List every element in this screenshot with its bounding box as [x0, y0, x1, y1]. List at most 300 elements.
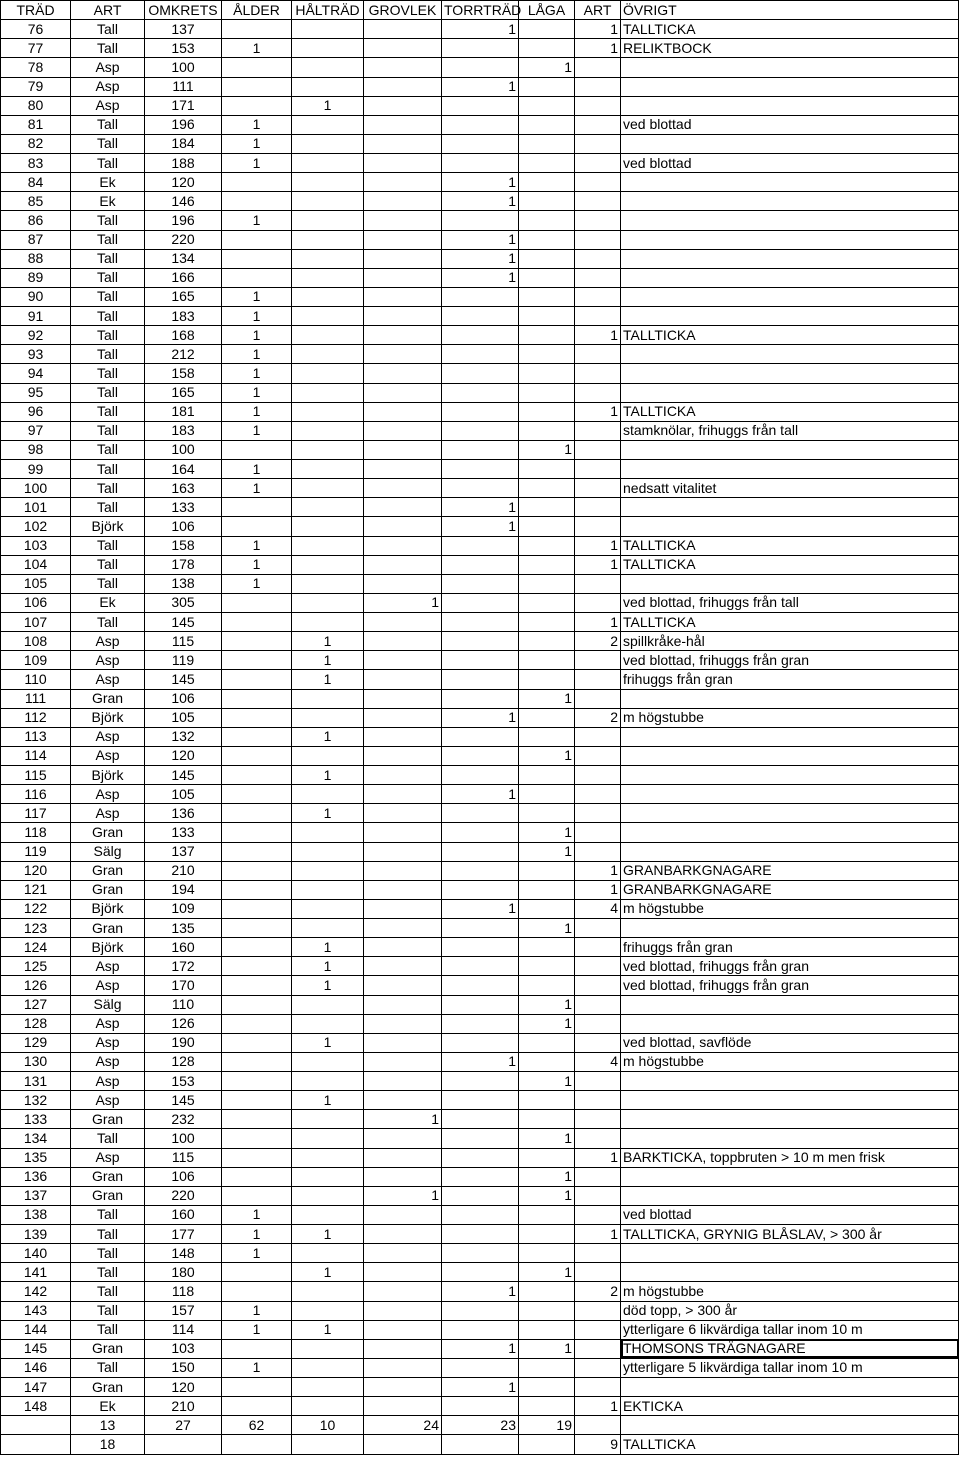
cell-species-count[interactable]: 1 [575, 536, 621, 555]
cell-circumference[interactable]: 120 [145, 1378, 222, 1397]
cell-species[interactable]: Asp [71, 727, 145, 746]
cell-trad-number[interactable]: 121 [1, 880, 71, 899]
cell-notes[interactable] [621, 1110, 959, 1129]
cell-log[interactable] [519, 307, 575, 326]
cell-notes[interactable]: ytterligare 6 likvärdiga tallar inom 10 m [621, 1320, 959, 1339]
cell-log[interactable] [519, 402, 575, 421]
cell-hollow[interactable]: 1 [292, 1091, 364, 1110]
cell-trad-number[interactable]: 130 [1, 1052, 71, 1071]
cell-trad-number[interactable]: 129 [1, 1033, 71, 1052]
cell-hollow[interactable] [292, 1282, 364, 1301]
cell-circumference[interactable]: 109 [145, 899, 222, 918]
cell-species[interactable]: Asp [71, 58, 145, 77]
cell-log[interactable]: 1 [519, 1186, 575, 1205]
cell-species-count[interactable] [575, 115, 621, 134]
cell-dead-tree[interactable]: 23 [442, 1416, 519, 1435]
cell-age[interactable] [222, 58, 292, 77]
cell-species[interactable]: 13 [71, 1416, 145, 1435]
cell-trad-number[interactable]: 137 [1, 1186, 71, 1205]
cell-hollow[interactable] [292, 1378, 364, 1397]
cell-species[interactable]: Tall [71, 211, 145, 230]
cell-notes[interactable]: TALLTICKA [621, 555, 959, 574]
cell-size[interactable] [364, 307, 442, 326]
cell-size[interactable] [364, 1091, 442, 1110]
cell-hollow[interactable] [292, 1072, 364, 1091]
cell-hollow[interactable]: 1 [292, 727, 364, 746]
cell-species-count[interactable] [575, 58, 621, 77]
cell-log[interactable] [519, 1225, 575, 1244]
cell-dead-tree[interactable] [442, 1244, 519, 1263]
cell-log[interactable] [519, 268, 575, 287]
cell-age[interactable]: 1 [222, 115, 292, 134]
cell-circumference[interactable]: 181 [145, 402, 222, 421]
cell-log[interactable] [519, 861, 575, 880]
cell-dead-tree[interactable]: 1 [442, 192, 519, 211]
cell-circumference[interactable]: 114 [145, 1320, 222, 1339]
cell-age[interactable] [222, 593, 292, 612]
cell-trad-number[interactable]: 146 [1, 1358, 71, 1377]
cell-log[interactable] [519, 192, 575, 211]
cell-log[interactable] [519, 708, 575, 727]
cell-circumference[interactable]: 137 [145, 842, 222, 861]
cell-trad-number[interactable]: 107 [1, 613, 71, 632]
cell-age[interactable] [222, 766, 292, 785]
cell-species-count[interactable] [575, 593, 621, 612]
cell-hollow[interactable] [292, 746, 364, 765]
cell-age[interactable]: 1 [222, 460, 292, 479]
cell-size[interactable] [364, 613, 442, 632]
cell-log[interactable] [519, 574, 575, 593]
cell-notes[interactable] [621, 307, 959, 326]
cell-species-count[interactable] [575, 307, 621, 326]
cell-hollow[interactable] [292, 536, 364, 555]
cell-species-count[interactable] [575, 230, 621, 249]
cell-dead-tree[interactable]: 1 [442, 173, 519, 192]
cell-trad-number[interactable]: 125 [1, 957, 71, 976]
cell-size[interactable] [364, 58, 442, 77]
cell-age[interactable] [222, 1263, 292, 1282]
cell-trad-number[interactable] [1, 1435, 71, 1454]
cell-size[interactable] [364, 536, 442, 555]
cell-age[interactable]: 1 [222, 402, 292, 421]
cell-notes[interactable]: m högstubbe [621, 1052, 959, 1071]
cell-age[interactable] [222, 727, 292, 746]
cell-hollow[interactable] [292, 307, 364, 326]
cell-dead-tree[interactable] [442, 287, 519, 306]
cell-trad-number[interactable]: 114 [1, 746, 71, 765]
cell-hollow[interactable]: 1 [292, 96, 364, 115]
cell-trad-number[interactable]: 104 [1, 555, 71, 574]
cell-notes[interactable] [621, 746, 959, 765]
cell-log[interactable] [519, 20, 575, 39]
cell-notes[interactable] [621, 96, 959, 115]
cell-dead-tree[interactable] [442, 154, 519, 173]
cell-log[interactable]: 1 [519, 919, 575, 938]
cell-species[interactable]: Tall [71, 115, 145, 134]
cell-log[interactable] [519, 536, 575, 555]
cell-trad-number[interactable]: 127 [1, 995, 71, 1014]
cell-age[interactable] [222, 1148, 292, 1167]
cell-size[interactable] [364, 364, 442, 383]
cell-dead-tree[interactable]: 1 [442, 268, 519, 287]
cell-hollow[interactable] [292, 1301, 364, 1320]
cell-species-count[interactable] [575, 1167, 621, 1186]
cell-dead-tree[interactable] [442, 1186, 519, 1205]
cell-species[interactable]: Tall [71, 268, 145, 287]
cell-hollow[interactable] [292, 383, 364, 402]
cell-age[interactable] [222, 746, 292, 765]
cell-hollow[interactable] [292, 326, 364, 345]
cell-dead-tree[interactable] [442, 880, 519, 899]
cell-circumference[interactable]: 168 [145, 326, 222, 345]
cell-trad-number[interactable]: 117 [1, 804, 71, 823]
cell-size[interactable] [364, 1052, 442, 1071]
cell-age[interactable] [222, 1052, 292, 1071]
cell-species-count[interactable] [575, 1091, 621, 1110]
cell-species[interactable]: Björk [71, 517, 145, 536]
cell-notes[interactable]: GRANBARKGNAGARE [621, 880, 959, 899]
cell-age[interactable]: 1 [222, 39, 292, 58]
cell-circumference[interactable]: 210 [145, 1397, 222, 1416]
cell-hollow[interactable] [292, 460, 364, 479]
cell-notes[interactable] [621, 249, 959, 268]
cell-circumference[interactable]: 157 [145, 1301, 222, 1320]
cell-circumference[interactable]: 145 [145, 613, 222, 632]
cell-size[interactable] [364, 1148, 442, 1167]
cell-species-count[interactable] [575, 804, 621, 823]
cell-dead-tree[interactable] [442, 364, 519, 383]
cell-species[interactable]: Asp [71, 1148, 145, 1167]
cell-circumference[interactable]: 115 [145, 632, 222, 651]
cell-species-count[interactable]: 4 [575, 1052, 621, 1071]
cell-circumference[interactable]: 166 [145, 268, 222, 287]
cell-circumference[interactable]: 220 [145, 1186, 222, 1205]
cell-notes[interactable] [621, 1072, 959, 1091]
cell-hollow[interactable]: 1 [292, 976, 364, 995]
cell-hollow[interactable]: 1 [292, 632, 364, 651]
cell-trad-number[interactable]: 82 [1, 134, 71, 153]
cell-size[interactable] [364, 20, 442, 39]
cell-species[interactable]: Gran [71, 689, 145, 708]
cell-age[interactable] [222, 1091, 292, 1110]
cell-notes[interactable]: ved blottad, frihuggs från gran [621, 651, 959, 670]
cell-species[interactable]: Gran [71, 919, 145, 938]
cell-dead-tree[interactable] [442, 593, 519, 612]
cell-log[interactable] [519, 39, 575, 58]
cell-circumference[interactable]: 115 [145, 1148, 222, 1167]
cell-size[interactable] [364, 479, 442, 498]
cell-circumference[interactable]: 163 [145, 479, 222, 498]
cell-circumference[interactable]: 184 [145, 134, 222, 153]
cell-size[interactable] [364, 1301, 442, 1320]
cell-notes[interactable] [621, 1416, 959, 1435]
cell-circumference[interactable]: 165 [145, 383, 222, 402]
cell-log[interactable] [519, 785, 575, 804]
cell-species-count[interactable] [575, 268, 621, 287]
cell-notes[interactable] [621, 1091, 959, 1110]
cell-notes[interactable]: stamknölar, frihuggs från tall [621, 421, 959, 440]
cell-circumference[interactable]: 160 [145, 938, 222, 957]
cell-log[interactable]: 1 [519, 1129, 575, 1148]
cell-size[interactable] [364, 39, 442, 58]
cell-hollow[interactable] [292, 402, 364, 421]
cell-size[interactable] [364, 1320, 442, 1339]
cell-notes[interactable] [621, 1186, 959, 1205]
cell-log[interactable] [519, 77, 575, 96]
cell-circumference[interactable]: 137 [145, 20, 222, 39]
cell-circumference[interactable]: 106 [145, 1167, 222, 1186]
cell-hollow[interactable] [292, 211, 364, 230]
cell-age[interactable] [222, 1014, 292, 1033]
cell-age[interactable] [222, 995, 292, 1014]
cell-dead-tree[interactable]: 1 [442, 1052, 519, 1071]
cell-log[interactable] [519, 498, 575, 517]
cell-species-count[interactable] [575, 1416, 621, 1435]
cell-species[interactable]: Gran [71, 1186, 145, 1205]
cell-circumference[interactable]: 132 [145, 727, 222, 746]
cell-age[interactable]: 1 [222, 364, 292, 383]
cell-species-count[interactable]: 1 [575, 402, 621, 421]
cell-species-count[interactable] [575, 689, 621, 708]
cell-hollow[interactable] [292, 861, 364, 880]
cell-circumference[interactable]: 134 [145, 249, 222, 268]
cell-notes[interactable] [621, 995, 959, 1014]
cell-age[interactable] [222, 1378, 292, 1397]
cell-species-count[interactable] [575, 785, 621, 804]
cell-size[interactable] [364, 173, 442, 192]
cell-log[interactable] [519, 880, 575, 899]
cell-trad-number[interactable]: 77 [1, 39, 71, 58]
cell-trad-number[interactable]: 76 [1, 20, 71, 39]
cell-species-count[interactable]: 1 [575, 1397, 621, 1416]
cell-species-count[interactable] [575, 1033, 621, 1052]
cell-dead-tree[interactable] [442, 1320, 519, 1339]
cell-species-count[interactable] [575, 154, 621, 173]
cell-species-count[interactable] [575, 460, 621, 479]
cell-age[interactable] [222, 651, 292, 670]
cell-log[interactable] [519, 1378, 575, 1397]
cell-species-count[interactable] [575, 842, 621, 861]
cell-dead-tree[interactable] [442, 479, 519, 498]
cell-notes[interactable] [621, 804, 959, 823]
cell-notes[interactable] [621, 364, 959, 383]
cell-dead-tree[interactable]: 1 [442, 230, 519, 249]
cell-notes[interactable]: GRANBARKGNAGARE [621, 861, 959, 880]
cell-notes[interactable]: ved blottad [621, 1205, 959, 1224]
cell-notes[interactable] [621, 440, 959, 459]
cell-species[interactable]: Tall [71, 1129, 145, 1148]
cell-size[interactable] [364, 287, 442, 306]
cell-circumference[interactable]: 105 [145, 785, 222, 804]
cell-trad-number[interactable]: 123 [1, 919, 71, 938]
cell-log[interactable] [519, 670, 575, 689]
cell-trad-number[interactable]: 131 [1, 1072, 71, 1091]
cell-trad-number[interactable]: 106 [1, 593, 71, 612]
cell-log[interactable]: 1 [519, 1339, 575, 1358]
cell-size[interactable] [364, 1033, 442, 1052]
cell-species[interactable]: Tall [71, 326, 145, 345]
cell-log[interactable] [519, 1320, 575, 1339]
cell-trad-number[interactable]: 84 [1, 173, 71, 192]
cell-dead-tree[interactable] [442, 957, 519, 976]
cell-log[interactable] [519, 383, 575, 402]
cell-species-count[interactable] [575, 995, 621, 1014]
cell-age[interactable] [222, 77, 292, 96]
cell-trad-number[interactable]: 83 [1, 154, 71, 173]
cell-species-count[interactable] [575, 1186, 621, 1205]
cell-species-count[interactable] [575, 1378, 621, 1397]
cell-age[interactable]: 1 [222, 345, 292, 364]
cell-species-count[interactable] [575, 651, 621, 670]
cell-log[interactable] [519, 957, 575, 976]
cell-dead-tree[interactable] [442, 211, 519, 230]
cell-age[interactable] [222, 96, 292, 115]
cell-species-count[interactable] [575, 976, 621, 995]
cell-species-count[interactable] [575, 383, 621, 402]
cell-species-count[interactable] [575, 1205, 621, 1224]
cell-species-count[interactable] [575, 249, 621, 268]
cell-species-count[interactable]: 9 [575, 1435, 621, 1454]
cell-dead-tree[interactable] [442, 421, 519, 440]
cell-notes[interactable] [621, 1167, 959, 1186]
cell-circumference[interactable]: 153 [145, 39, 222, 58]
cell-circumference[interactable]: 150 [145, 1358, 222, 1377]
cell-log[interactable] [519, 115, 575, 134]
cell-trad-number[interactable]: 90 [1, 287, 71, 306]
cell-notes[interactable] [621, 1263, 959, 1282]
cell-size[interactable] [364, 1378, 442, 1397]
cell-circumference[interactable] [145, 1435, 222, 1454]
cell-circumference[interactable]: 133 [145, 498, 222, 517]
cell-species-count[interactable] [575, 1244, 621, 1263]
cell-log[interactable]: 1 [519, 746, 575, 765]
cell-species[interactable]: Tall [71, 498, 145, 517]
cell-notes[interactable]: ved blottad [621, 115, 959, 134]
cell-notes[interactable] [621, 727, 959, 746]
cell-log[interactable] [519, 345, 575, 364]
cell-log[interactable] [519, 1397, 575, 1416]
cell-notes[interactable] [621, 287, 959, 306]
cell-dead-tree[interactable]: 1 [442, 785, 519, 804]
cell-size[interactable] [364, 861, 442, 880]
cell-notes[interactable] [621, 173, 959, 192]
cell-species-count[interactable] [575, 192, 621, 211]
cell-hollow[interactable]: 1 [292, 670, 364, 689]
cell-hollow[interactable] [292, 154, 364, 173]
cell-size[interactable] [364, 727, 442, 746]
cell-hollow[interactable] [292, 689, 364, 708]
cell-size[interactable] [364, 746, 442, 765]
cell-log[interactable] [519, 804, 575, 823]
cell-notes[interactable]: m högstubbe [621, 1282, 959, 1301]
cell-trad-number[interactable]: 99 [1, 460, 71, 479]
cell-dead-tree[interactable] [442, 402, 519, 421]
cell-trad-number[interactable]: 103 [1, 536, 71, 555]
cell-trad-number[interactable]: 143 [1, 1301, 71, 1320]
cell-species[interactable]: Tall [71, 134, 145, 153]
cell-age[interactable] [222, 192, 292, 211]
cell-hollow[interactable] [292, 995, 364, 1014]
cell-log[interactable] [519, 1282, 575, 1301]
cell-size[interactable] [364, 211, 442, 230]
cell-log[interactable] [519, 613, 575, 632]
cell-size[interactable] [364, 555, 442, 574]
cell-dead-tree[interactable] [442, 995, 519, 1014]
cell-species[interactable]: Tall [71, 460, 145, 479]
cell-log[interactable] [519, 1435, 575, 1454]
cell-dead-tree[interactable] [442, 1110, 519, 1129]
cell-hollow[interactable] [292, 1339, 364, 1358]
cell-trad-number[interactable]: 145 [1, 1339, 71, 1358]
cell-size[interactable] [364, 134, 442, 153]
cell-log[interactable]: 1 [519, 1014, 575, 1033]
cell-log[interactable] [519, 173, 575, 192]
cell-circumference[interactable]: 183 [145, 307, 222, 326]
cell-species[interactable]: Asp [71, 651, 145, 670]
cell-dead-tree[interactable] [442, 670, 519, 689]
cell-size[interactable]: 1 [364, 593, 442, 612]
cell-dead-tree[interactable] [442, 842, 519, 861]
cell-notes[interactable] [621, 230, 959, 249]
cell-species[interactable]: Tall [71, 402, 145, 421]
cell-species-count[interactable]: 1 [575, 39, 621, 58]
cell-hollow[interactable] [292, 1435, 364, 1454]
cell-size[interactable] [364, 899, 442, 918]
cell-hollow[interactable] [292, 785, 364, 804]
cell-log[interactable]: 1 [519, 842, 575, 861]
cell-trad-number[interactable]: 115 [1, 766, 71, 785]
cell-hollow[interactable] [292, 134, 364, 153]
cell-species[interactable]: Tall [71, 1205, 145, 1224]
cell-notes[interactable] [621, 498, 959, 517]
cell-age[interactable] [222, 880, 292, 899]
cell-age[interactable] [222, 976, 292, 995]
cell-trad-number[interactable]: 92 [1, 326, 71, 345]
cell-log[interactable] [519, 1110, 575, 1129]
cell-dead-tree[interactable] [442, 804, 519, 823]
cell-age[interactable] [222, 1033, 292, 1052]
cell-species[interactable]: Tall [71, 440, 145, 459]
cell-trad-number[interactable]: 138 [1, 1205, 71, 1224]
cell-species-count[interactable] [575, 1301, 621, 1320]
cell-age[interactable]: 1 [222, 1205, 292, 1224]
cell-log[interactable] [519, 326, 575, 345]
cell-species-count[interactable] [575, 134, 621, 153]
cell-size[interactable] [364, 804, 442, 823]
cell-dead-tree[interactable]: 1 [442, 1282, 519, 1301]
cell-hollow[interactable] [292, 479, 364, 498]
cell-circumference[interactable]: 158 [145, 364, 222, 383]
cell-size[interactable] [364, 1282, 442, 1301]
cell-species[interactable]: Tall [71, 421, 145, 440]
cell-notes[interactable]: RELIKTBOCK [621, 39, 959, 58]
cell-species[interactable]: Tall [71, 1358, 145, 1377]
cell-species-count[interactable] [575, 1263, 621, 1282]
cell-size[interactable] [364, 689, 442, 708]
cell-circumference[interactable]: 100 [145, 440, 222, 459]
cell-age[interactable] [222, 1282, 292, 1301]
cell-log[interactable] [519, 479, 575, 498]
cell-species[interactable]: Asp [71, 1072, 145, 1091]
cell-dead-tree[interactable] [442, 861, 519, 880]
cell-log[interactable]: 1 [519, 1263, 575, 1282]
cell-size[interactable] [364, 1339, 442, 1358]
cell-hollow[interactable] [292, 593, 364, 612]
cell-age[interactable] [222, 1110, 292, 1129]
cell-notes[interactable] [621, 192, 959, 211]
cell-species[interactable]: Tall [71, 383, 145, 402]
cell-log[interactable] [519, 134, 575, 153]
